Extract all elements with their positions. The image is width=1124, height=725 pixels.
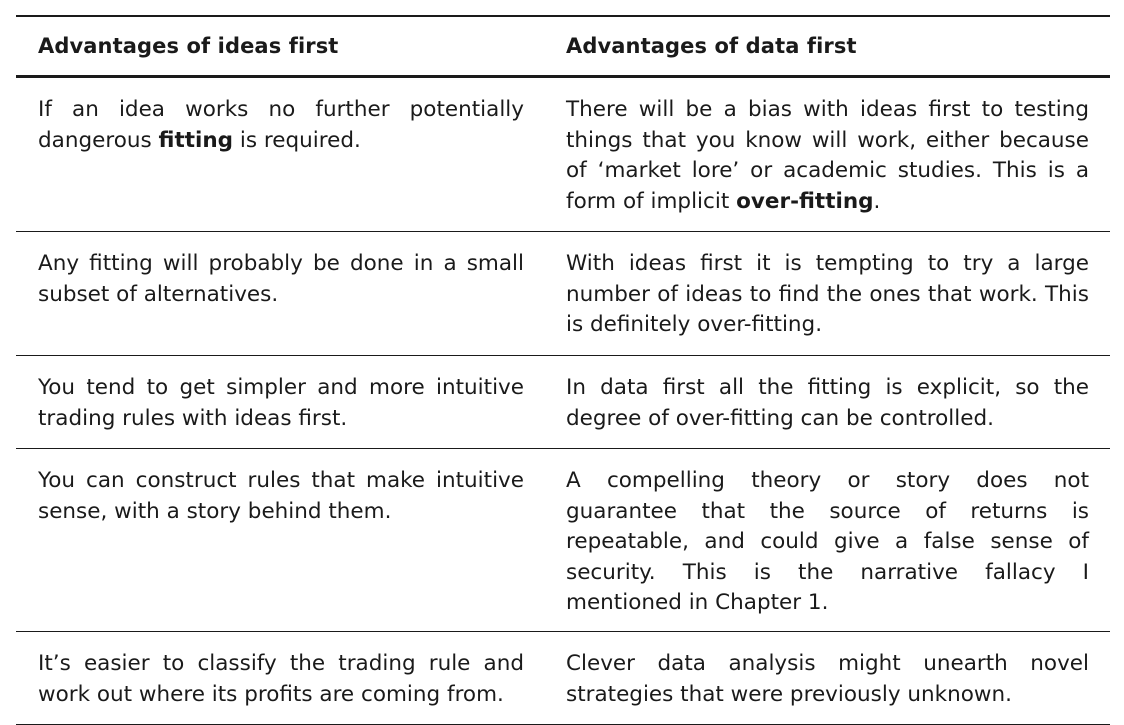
- cell-text: In data first all the fitting is explicit, so the degree of over-fitting can be controlled.: [566, 375, 1089, 431]
- advantages-table: [16, 15, 1110, 725]
- cell-data-first: [545, 356, 1110, 449]
- cell-text: It’s easier to classify the trading rule and work out where its profits are coming from.: [38, 650, 524, 707]
- cell-text: Any fitting will probably be done in a small subset of alternatives.: [38, 251, 524, 307]
- cell-data-first: [545, 631, 1110, 724]
- cell-ideas-first: [16, 356, 545, 449]
- cell-text: If an idea works no further potentially dangerous: [38, 97, 524, 153]
- table-row: [16, 631, 1110, 724]
- cell-bold-term: over-fitting: [736, 188, 874, 214]
- cell-text: There will be a bias with ideas first to testing things that you know will work, either because of ‘market lore’ or academic studies. This is a form of implicit: [566, 97, 1089, 214]
- table-row: [16, 356, 1110, 449]
- header-ideas-first: Advantages of ideas first: [38, 34, 339, 58]
- cell-bold-term: fitting: [158, 127, 234, 153]
- cell-ideas-first: [16, 449, 545, 632]
- cell-text: With ideas first it is tempting to try a large number of ideas to find the ones that work. This is definitely over-fitting.: [566, 251, 1089, 338]
- cell-text: You tend to get simpler and more intuitive trading rules with ideas first.: [38, 375, 524, 431]
- cell-data-first: [545, 449, 1110, 632]
- table-body: [16, 77, 1110, 725]
- header-row: [16, 16, 1110, 77]
- cell-data-first: [545, 232, 1110, 356]
- cell-text: You can construct rules that make intuitive sense, with a story behind them.: [38, 468, 524, 524]
- table-row: [16, 232, 1110, 356]
- table-row: [16, 77, 1110, 232]
- cell-text: is required.: [233, 127, 361, 153]
- cell-text: .: [873, 188, 881, 214]
- cell-ideas-first: [16, 232, 545, 356]
- cell-text: Clever data analysis might unearth novel strategies that were previously unknown.: [566, 650, 1089, 707]
- table-header: [16, 16, 1110, 77]
- cell-text: A compelling theory or story does not guarantee that the source of returns is repeatable, and could give a false sense of security. This is the narrative fallacy I mentioned in Chapter 1.: [566, 468, 1089, 616]
- cell-ideas-first: [16, 77, 545, 232]
- comparison-table: [16, 15, 1110, 725]
- cell-ideas-first: [16, 631, 545, 724]
- table-row: [16, 449, 1110, 632]
- cell-data-first: [545, 77, 1110, 232]
- header-data-first: Advantages of data first: [566, 34, 857, 58]
